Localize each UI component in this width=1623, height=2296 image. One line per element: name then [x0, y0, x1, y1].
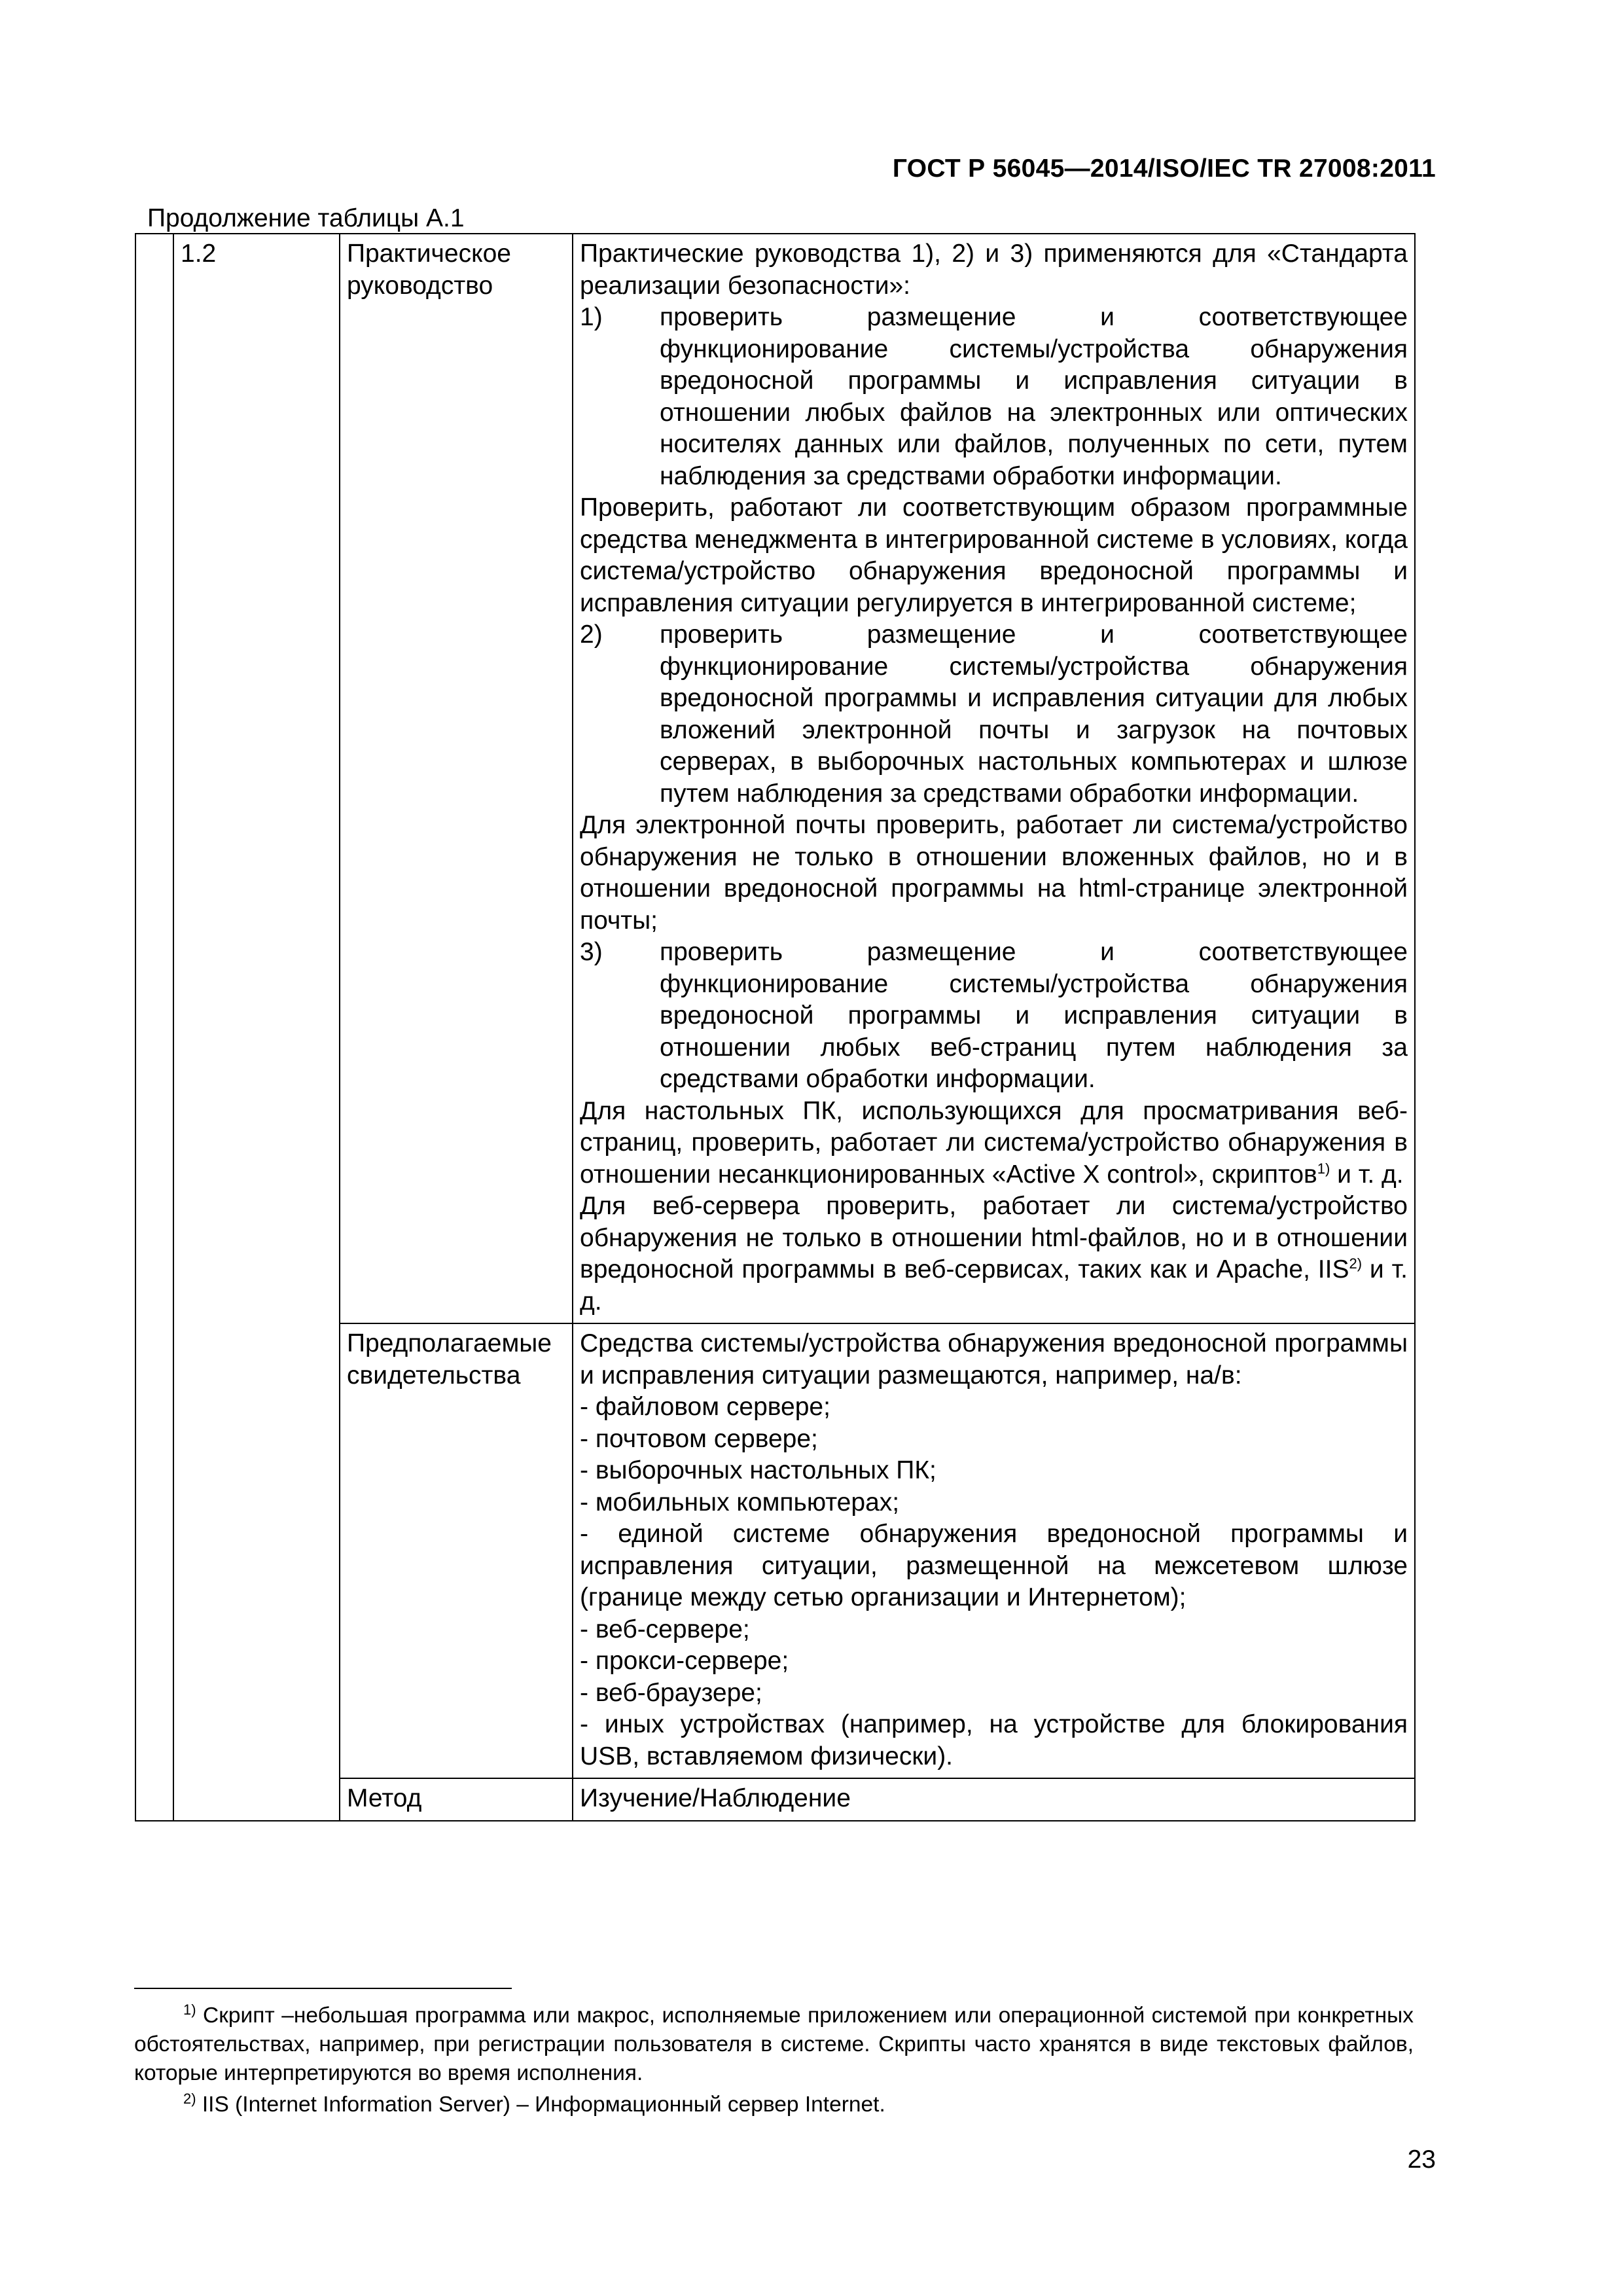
- paragraph-end: и т. д.: [1330, 1160, 1404, 1189]
- list-item: [580, 302, 1408, 492]
- item-marker: 3): [580, 938, 603, 966]
- list-item: - единой системе обнаружения вредоносной программы и исправления ситуации, размещенной на межсетевом шлюзе (границе между сетью организации и Интернетом);: [580, 1520, 1408, 1611]
- footnote-1: [134, 2001, 1414, 2088]
- requirements-table: [135, 233, 1416, 1821]
- list-item: - мобильных компьютерах;: [580, 1488, 900, 1516]
- list-item: - выборочных настольных ПК;: [580, 1456, 936, 1484]
- guidance-paragraph: [580, 1191, 1408, 1318]
- page-number: 23: [1407, 2145, 1436, 2174]
- footnote-ref: 2): [1349, 1255, 1363, 1272]
- paragraph-text: Для настольных ПК, использующихся для просматривания веб-страниц, проверить, работает ли система/устройство обнаружения в отношении несанкционированных «Active X control», скриптов: [580, 1096, 1408, 1189]
- footnote-text: Скрипт –небольшая программа или макрос, исполняемые приложением или операционной системой при конкретных обстоятельствах, например, при регистрации пользователя в системе. Скрипты часто хранятся в виде текстовых файлов, которые интерпретируются во время исполнения.: [134, 2003, 1414, 2085]
- evidence-intro: Средства системы/устройства обнаружения вредоносной программы и исправления ситуации размещаются, например, на/в:: [580, 1329, 1408, 1390]
- table-caption: Продолжение таблицы А.1: [147, 204, 465, 232]
- list-item: - веб-браузере;: [580, 1678, 762, 1707]
- guidance-intro: Практические руководства 1), 2) и 3) применяются для «Стандарта реализации безопасности»:: [580, 240, 1408, 300]
- table-row: [135, 234, 1415, 1323]
- item-text: проверить размещение и соответствующее функционирование системы/устройства обнаружения вредоносной программы и исправления ситуации в отношении любых файлов на электронных или оптических носителях данных или файлов, полученных по сети, путем наблюдения за средствами обработки информации.: [660, 303, 1408, 490]
- list-item: - прокси-сервере;: [580, 1647, 789, 1675]
- empty-column-cell: [135, 234, 173, 1821]
- list-item: [580, 619, 1408, 810]
- footnote-divider: [134, 1988, 512, 1989]
- document-header: ГОСТ Р 56045—2014/ISO/IEC TR 27008:2011: [892, 154, 1436, 183]
- paragraph-end: и т. д.: [580, 1255, 1408, 1316]
- item-text: проверить размещение и соответствующее функционирование системы/устройства обнаружения вредоносной программы и исправления ситуации в отношении любых веб-страниц путем наблюдения за средствами обработки информации.: [660, 938, 1408, 1093]
- row-label-method: Метод: [340, 1778, 573, 1821]
- footnote-mark: 1): [183, 2001, 196, 2018]
- list-item: [580, 937, 1408, 1096]
- guidance-content: [573, 234, 1415, 1323]
- item-text: проверить размещение и соответствующее функционирование системы/устройства обнаружения вредоносной программы и исправления ситуации для любых вложений электронной почты и загрузок на почтовых серверах, в выборочных настольных компьютерах и шлюзе путем наблюдения за средствами обработки информации.: [660, 620, 1408, 808]
- evidence-content: [573, 1323, 1415, 1778]
- list-item: - файловом сервере;: [580, 1393, 830, 1421]
- footnote-ref: 1): [1317, 1160, 1330, 1177]
- footnote-2: [134, 2090, 1414, 2119]
- footnote-text: IIS (Internet Information Server) – Информационный сервер Internet.: [196, 2092, 885, 2117]
- list-item: - почтовом сервере;: [580, 1424, 818, 1453]
- list-item: - веб-сервере;: [580, 1615, 750, 1643]
- method-content: Изучение/Наблюдение: [573, 1778, 1415, 1821]
- paragraph-text: Для веб-сервера проверить, работает ли система/устройство обнаружения не только в отношении html-файлов, но и в отношении вредоносной программы в веб-сервисах, таких как и Apache, IIS: [580, 1192, 1408, 1283]
- item-number: 1.2: [173, 234, 340, 1821]
- guidance-paragraph: [580, 1096, 1408, 1191]
- list-item: - иных устройствах (например, на устройстве для блокирования USB, вставляемом физически).: [580, 1710, 1408, 1770]
- row-label-evidence: Предполагаемые свидетельства: [340, 1323, 573, 1778]
- item-marker: 2): [580, 620, 603, 649]
- item-marker: 1): [580, 303, 603, 331]
- guidance-paragraph: Для электронной почты проверить, работает ли система/устройство обнаружения не только в отношении вложенных файлов, но и в отношении вредоносной программы на html-странице электронной почты;: [580, 811, 1408, 935]
- footnote-mark: 2): [183, 2090, 196, 2107]
- guidance-paragraph: Проверить, работают ли соответствующим образом программные средства менеджмента в интегрированной системе в условиях, когда система/устройство обнаружения вредоносной программы и исправления ситуации регулируется в интегрированной системе;: [580, 493, 1408, 617]
- row-label-guidance: Практическое руководство: [340, 234, 573, 1323]
